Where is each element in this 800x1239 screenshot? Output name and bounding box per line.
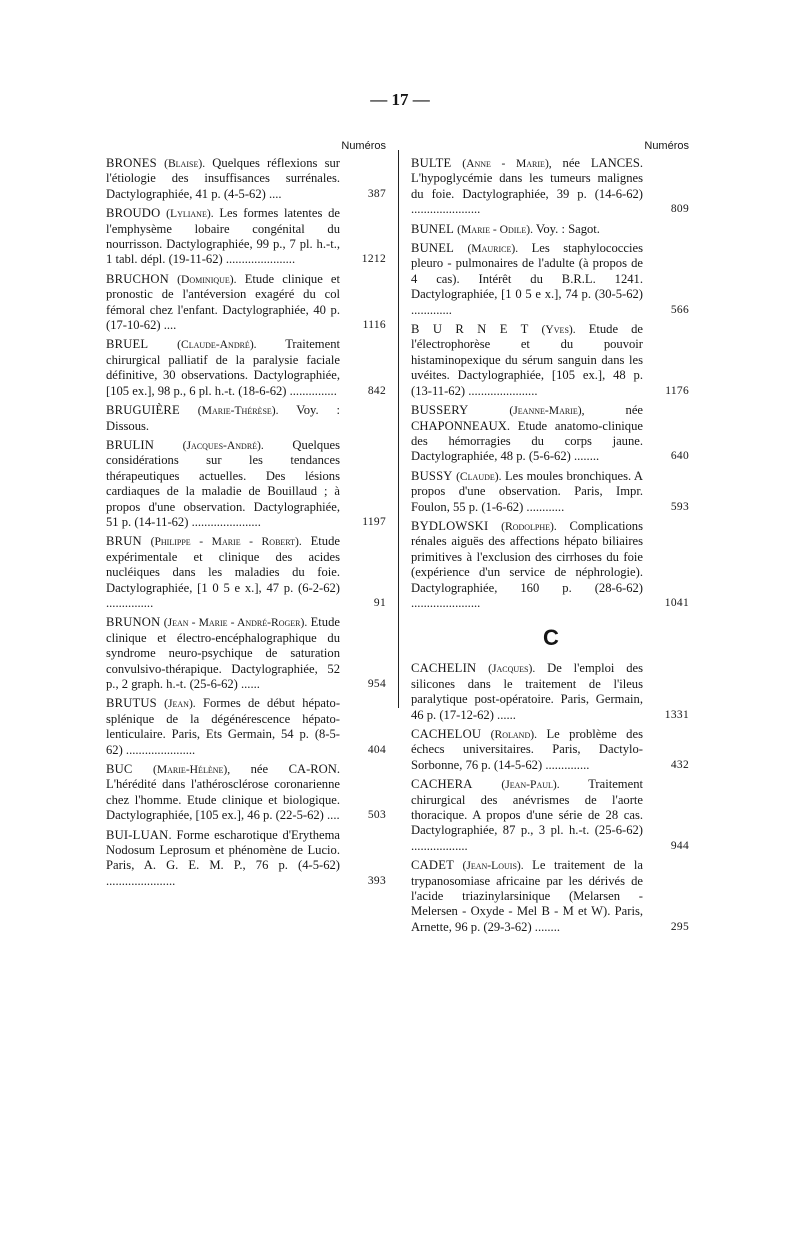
entry-description: Traitement chirurgical des anévrismes de l'aorte thoracique. A propos d'une série de 28 cas. Dactylographiée, 87 p., 3 pl. h.-t. (25-6-62) .................. bbox=[411, 777, 643, 853]
bibliography-entry bbox=[106, 337, 388, 399]
bibliography-entry bbox=[106, 438, 388, 530]
bibliography-entry bbox=[411, 241, 691, 318]
bibliography-entry bbox=[411, 156, 691, 218]
bibliography-entry bbox=[106, 828, 388, 890]
bibliography-entry bbox=[411, 519, 691, 611]
entry-number: 91 bbox=[373, 596, 386, 609]
bibliography-entry bbox=[411, 727, 691, 773]
bibliography-entry bbox=[106, 403, 388, 434]
entry-number: 954 bbox=[367, 678, 386, 690]
author-surname: BRUEL bbox=[106, 337, 149, 352]
entry-description: Le problème des échecs universitaires. Paris, Dactylo-Sorbonne, 76 p. (14-5-62) .............. bbox=[411, 727, 643, 772]
author-given-name: (Jacques). bbox=[488, 662, 536, 676]
entry-description: Complications rénales aiguës des affections hépato biliaires primitives à l'exclusion des cirrhoses du foie (expérience d'un service de néphrologie). Dactylographiée, 160 p. (28-6-62) ...................... bbox=[411, 518, 643, 610]
left-column bbox=[106, 140, 388, 893]
author-surname: BRUTUS bbox=[106, 696, 157, 711]
author-surname: BROUDO bbox=[106, 206, 161, 221]
bibliography-entry bbox=[411, 661, 691, 723]
author-surname: B U R N E T bbox=[411, 322, 529, 337]
author-given-name: (Jacques-André). bbox=[182, 438, 264, 452]
author-given-name: (Marie-Thérèse). bbox=[197, 404, 279, 418]
author-given-name: (Jean - Marie - André-Roger). bbox=[163, 616, 308, 630]
author-given-name: (Roland). bbox=[490, 728, 537, 741]
author-surname: BULTE bbox=[411, 156, 452, 170]
author-given-name: (Jean-Paul). bbox=[501, 778, 560, 792]
author-given-name: (Dominique). bbox=[177, 272, 237, 286]
bibliography-entry bbox=[411, 222, 691, 237]
entry-number: 1041 bbox=[664, 596, 689, 609]
entry-number: 1176 bbox=[665, 384, 689, 397]
author-given-name: (Claude-André). bbox=[177, 338, 257, 352]
author-surname: BRULIN bbox=[106, 437, 155, 452]
entry-description: Voy. : Dissous. bbox=[106, 403, 341, 433]
entry-description: Voy. : Sagot. bbox=[535, 221, 600, 236]
entry-description: Les formes latentes de l'emphysème lobaire congénital du nourrisson. Dactylographiée, 99 p., 7 pl. h.-t., 1 tabl. dépl. (19-11-62) ...................... bbox=[106, 206, 341, 267]
author-given-name: (Lyliane). bbox=[166, 207, 214, 221]
author-surname: BUSSERY bbox=[411, 403, 469, 418]
entry-description: Etude clinique et électro-encéphalographique du syndrome neuro-psychique de saturation convulsivo-thérapique. Dactylographiée, 52 p., 2 graph. h.-t. (25-6-62) ...... bbox=[106, 615, 340, 691]
author-given-name: (Blaise). bbox=[164, 157, 206, 170]
entry-description: Les staphylococcies pleuro - pulmonaires de l'adulte (à propos de 4 cas). Intérêt du B.R.L. 1241. Dactylographiée, [1 0 5 e x.], 74 p. (30-5-62) ............. bbox=[411, 241, 643, 317]
entry-number: 1331 bbox=[664, 708, 689, 721]
bibliography-entry bbox=[411, 403, 691, 465]
bibliography-entry bbox=[106, 762, 388, 824]
bibliography-entry bbox=[106, 206, 388, 268]
entry-number: 432 bbox=[670, 758, 689, 771]
author-given-name: (Yves). bbox=[541, 323, 576, 337]
page-number: — 17 — bbox=[370, 90, 430, 109]
entry-description: née CHAPONNEAUX. Etude anatomo-clinique des hémorragies du corps jaune. Dactylographiée, 48 p. (5-6-62) ........ bbox=[411, 403, 643, 464]
entry-description: Etude expérimentale et clinique des acides nucléiques dans les maladies du foie. Dactylographiée, [1 0 5 e x.], 47 p. (6-2-62) ............... bbox=[106, 534, 340, 610]
bibliography-entry bbox=[106, 534, 388, 611]
entry-number: 393 bbox=[367, 874, 386, 887]
entry-description: Les moules bronchiques. A propos d'une observation. Paris, Impr. Foulon, 55 p. (1-6-62) ............ bbox=[411, 468, 643, 514]
entry-description: Quelques réflexions sur l'étiologie des insuffisances surrénales. Dactylographiée, 41 p. (4-5-62) .... bbox=[106, 156, 340, 201]
entry-number: 404 bbox=[367, 743, 386, 756]
author-surname: BRUNON bbox=[106, 615, 161, 630]
entry-description: De l'emploi des silicones dans le traitement de l'ileus paralytique post-opératoire. Paris, Germain, 46 p. (17-12-62) ...... bbox=[411, 661, 643, 722]
author-surname: BUNEL bbox=[411, 221, 454, 236]
entry-number: 809 bbox=[670, 203, 689, 216]
bibliography-entry bbox=[411, 777, 691, 854]
author-surname: BRUN bbox=[106, 534, 142, 549]
author-surname: BYDLOWSKI bbox=[411, 518, 489, 533]
author-given-name: (Philippe - Marie - Robert). bbox=[150, 535, 302, 549]
entry-description: Etude de l'électrophorèse et du pouvoir histaminopexique du sérum sanguin dans les uvéites. Dactylographiée, [105 ex.], 48 p. (13-11-62) ...................... bbox=[411, 322, 643, 398]
author-given-name: (Maurice). bbox=[467, 242, 519, 256]
entry-description: Traitement chirurgical palliatif de la paralysie faciale définitive, 30 observations. Dactylographiée, [105 ex.], 98 p., 6 pl. h.-t. (18-6-62) ............... bbox=[106, 337, 340, 398]
entry-description: née CA-RON. L'hérédité dans l'athérosclérose coronarienne chez l'homme. Etude clinique et biologique. Dactylographiée, [105 ex.], 46 p. (22-5-62) .... bbox=[106, 762, 340, 823]
author-surname: BUSSY bbox=[411, 468, 453, 483]
author-given-name: (Marie - Odile). bbox=[457, 222, 533, 236]
author-surname: BRONES bbox=[106, 156, 157, 170]
author-surname: CACHERA bbox=[411, 777, 473, 792]
entry-number: 944 bbox=[670, 839, 689, 852]
right-entry-list-c bbox=[411, 661, 691, 935]
author-surname: CACHELOU bbox=[411, 727, 482, 741]
author-given-name: (Marie-Hélène), bbox=[152, 763, 231, 777]
bibliography-entry bbox=[106, 615, 388, 692]
author-surname: BUNEL bbox=[411, 241, 454, 256]
bibliography-entry bbox=[411, 469, 691, 515]
author-surname: CACHELIN bbox=[411, 661, 477, 676]
entry-number: 1197 bbox=[362, 515, 386, 528]
author-given-name: (Jean-Louis). bbox=[462, 859, 524, 873]
entry-number: 503 bbox=[367, 809, 386, 822]
bibliography-entry bbox=[106, 272, 388, 334]
entry-number: 593 bbox=[670, 500, 689, 513]
section-letter: C bbox=[543, 625, 559, 651]
entry-description: Forme escharotique d'Erythema Nodosum Leprosum et phénomène de Lucio. Paris, A. G. E. M. P., 76 p. (4-5-62) ...................... bbox=[106, 827, 340, 888]
bibliography-entry bbox=[106, 696, 388, 758]
entry-description: Quelques considérations sur les tendances thérapeutiques actuelles. Des lésions cardiaques de la maladie de Bouillaud ; à propos d'une observation. Dactylographiée, 51 p. (14-11-62) ...................... bbox=[106, 437, 340, 529]
bibliography-entry bbox=[411, 322, 691, 399]
author-surname: BUI-LUAN. bbox=[106, 827, 172, 842]
right-column-heading: Numéros bbox=[644, 140, 689, 152]
entry-number: 1116 bbox=[362, 319, 386, 332]
entry-number: 1212 bbox=[361, 253, 386, 266]
right-column bbox=[411, 140, 691, 939]
entry-number: 640 bbox=[670, 450, 689, 463]
entry-number: 295 bbox=[670, 920, 689, 933]
entry-description: née LANCES. L'hypoglycémie dans les tumeurs malignes du foie. Dactylographiée, 39 p. (14-6-62) ...................... bbox=[411, 156, 643, 217]
author-given-name: (Jeanne-Marie), bbox=[509, 404, 585, 418]
author-surname: BRUGUIÈRE bbox=[106, 403, 180, 418]
entry-number: 842 bbox=[367, 384, 386, 397]
entry-description: Le traitement de la trypanosomiase africaine par les dérivés de l'acide triazinylarsinique (Melarsen - Melersen - Oxyde - Mel B - M et W). Paris, Arnette, 96 p. (29-3-62) ........ bbox=[411, 858, 643, 934]
entry-description: Etude clinique et pronostic de l'antéversion exagéré du col fémoral chez l'enfant. Dactylographiée, 40 p. (17-10-62) .... bbox=[106, 271, 340, 333]
author-given-name: (Rodolphe). bbox=[501, 519, 557, 533]
entry-number: 566 bbox=[670, 303, 689, 316]
author-surname: BUC bbox=[106, 762, 133, 777]
column-divider bbox=[398, 150, 399, 708]
left-entry-list bbox=[106, 156, 388, 889]
entry-description: Formes de début hépato-splénique de la dégénérescence hépato-lenticulaire. Paris, Ets Germain, 54 p. (8-5-62) ...................... bbox=[106, 696, 341, 757]
bibliography-entry bbox=[106, 156, 388, 202]
author-surname: BRUCHON bbox=[106, 271, 169, 286]
author-given-name: (Jean). bbox=[164, 697, 196, 711]
author-surname: CADET bbox=[411, 858, 454, 873]
author-given-name: (Claude). bbox=[456, 469, 502, 483]
bibliography-entry bbox=[411, 858, 691, 935]
left-column-heading: Numéros bbox=[341, 140, 386, 152]
right-entry-list-b bbox=[411, 156, 691, 611]
entry-number: 387 bbox=[367, 187, 386, 200]
author-given-name: (Anne - Marie), bbox=[462, 157, 552, 170]
